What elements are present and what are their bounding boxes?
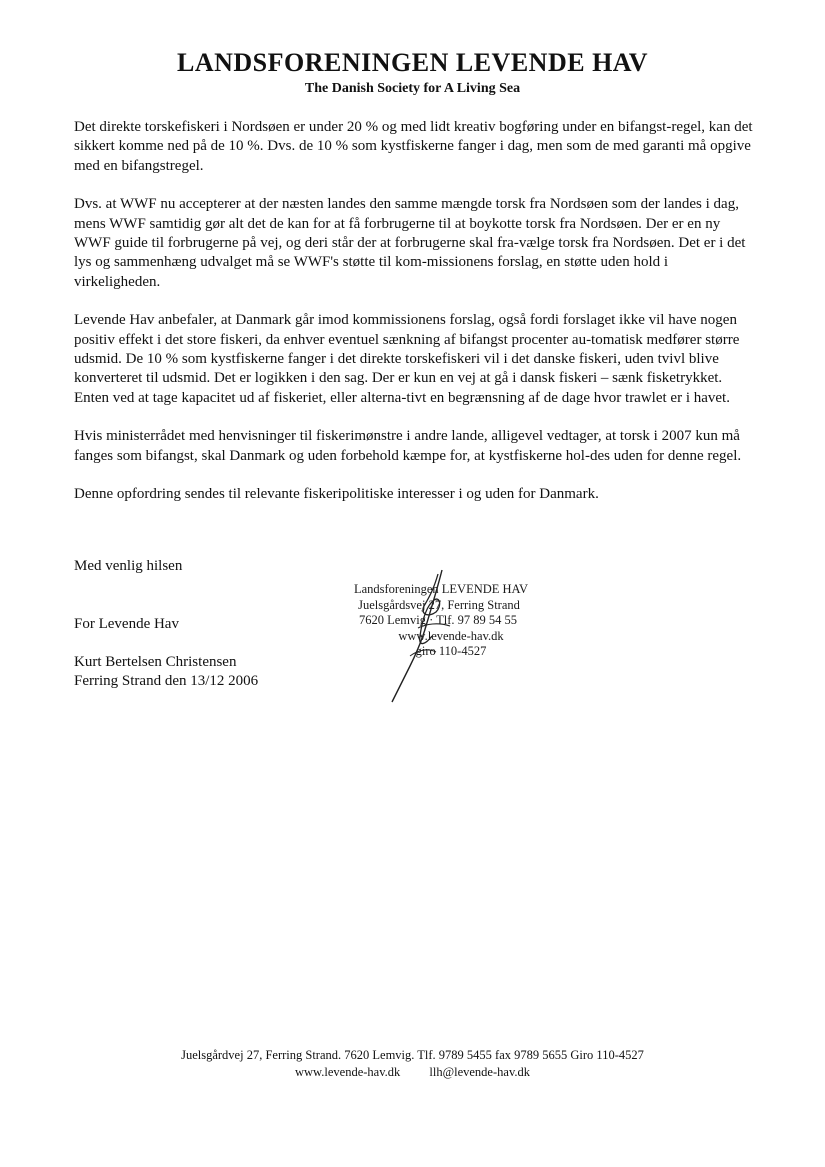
paragraph-1: Det direkte torskefiskeri i Nordsøen er under 20 % og med lidt kreativ bogføring under en bifangst-regel, kan det sikkert komme ned på de 10 %. Dvs. de 10 % som kystfiskerne fanger i dag, men som de med garanti må opgive med en bifangstregel. bbox=[74, 119, 753, 174]
organization-subtitle: The Danish Society for A Living Sea bbox=[304, 81, 521, 96]
paragraph-3: Levende Hav anbefaler, at Danmark går imod kommissionens forslag, også fordi forslaget ikke vil have nogen positiv effekt i det store fiskeri, da enhver eventuel sænkning af bifangst procenter au-tomatisk medfører større udsmid. De 10 % som kystfiskerne fanger i det direkte torskefiskeri vil i det danske fiskeri, uden tvivl blive konverteret til udsmid. Det er logikken i den sag. Der er kun en vej at gå i dansk fiskeri – sænk fisketrykket. Enten ved at tage kapacitet ud af fiskeriet, eller alterna-tivt en begrænsning af de dage hvor trawlet er i havet. bbox=[74, 312, 740, 406]
footer-address: Juelsgårdvej 27, Ferring Strand. 7620 Lemvig. Tlf. 9789 5455 fax 9789 5655 Giro 110-4527 bbox=[181, 1048, 644, 1062]
paragraph-2: Dvs. at WWF nu accepterer at der næsten landes den samme mængde torsk fra Nordsøen som der landes i dag, mens WWF samtidig gør alt det de kan for at få forbrugerne til at boykotte torsk fra Nordsøen. Der er en ny WWF guide til forbrugerne på vej, og deri står der at forbrugerne skal fra-vælge torsk fra Nordsøen. Det er i det lys og sammenhæng udvalget må se WWF's støtte til kom-missionens forslag, en støtte uden hold i virkeligheden. bbox=[74, 196, 746, 290]
footer-website-link[interactable]: www.levende-hav.dk bbox=[294, 1065, 401, 1079]
organization-title: LANDSFORENINGEN LEVENDE HAV bbox=[177, 48, 648, 77]
footer-email-link[interactable]: llh@levende-hav.dk bbox=[429, 1065, 531, 1079]
stamp-line-website: www.levende-hav.dk bbox=[398, 628, 504, 643]
paragraph-5: Denne opfordring sendes til relevante fiskeripolitiske interesser i og uden for Danmark. bbox=[74, 486, 599, 503]
page-footer bbox=[0, 1047, 825, 1081]
stamp-line-phone: 7620 Lemvig · Tlf. 97 89 54 55 bbox=[358, 613, 518, 627]
stamp-line-organization: Landsforeningen LEVENDE HAV bbox=[353, 582, 529, 596]
closing-greeting: Med venlig hilsen bbox=[74, 558, 183, 574]
place-and-date: Ferring Strand den 13/12 2006 bbox=[74, 673, 259, 690]
stamp-line-giro: giro 110-4527 bbox=[415, 644, 487, 658]
handwritten-signature-icon bbox=[380, 566, 470, 706]
paragraph-4: Hvis ministerrådet med henvisninger til fiskerimønstre i andre lande, alligevel vedtager, at torsk i 2007 kun må fanges som bifangst, skal Danmark og uden forbehold kæmpe for, at kystfiskerne hol-des uden for denne regel. bbox=[74, 428, 742, 464]
for-organization-line: For Levende Hav bbox=[74, 616, 179, 632]
signer-name: Kurt Bertelsen Christensen bbox=[74, 654, 237, 670]
letterhead bbox=[0, 48, 825, 98]
signer-block bbox=[74, 653, 258, 692]
letter-body bbox=[74, 118, 756, 524]
stamp-line-address: Juelsgårdsvej 27, Ferring Strand bbox=[358, 597, 520, 612]
footer-contact bbox=[0, 1064, 825, 1081]
